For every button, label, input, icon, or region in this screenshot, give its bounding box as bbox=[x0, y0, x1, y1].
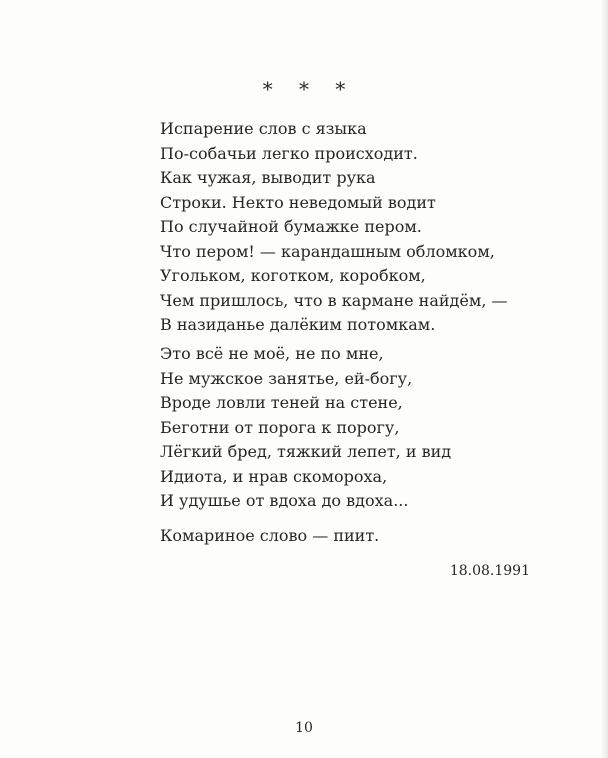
poem-line: Чем пришлось, что в кармане найдём, — bbox=[160, 290, 508, 310]
poem-line: Это всё не моё, не по мне, bbox=[160, 344, 384, 363]
poem-line: Беготни от порога к порогу, bbox=[160, 417, 400, 437]
poem-line: По случайной бумажке пером. bbox=[160, 217, 422, 236]
stanza-2 bbox=[160, 342, 451, 514]
page-number: 10 bbox=[295, 720, 313, 736]
stanza-3 bbox=[160, 524, 379, 549]
page-edge bbox=[602, 0, 608, 758]
poem-line: Не мужское занятье, ей-богу, bbox=[160, 368, 413, 388]
stanza-1 bbox=[160, 117, 507, 338]
poem-line: Строки. Некто неведомый водит bbox=[160, 192, 436, 212]
poem-line: И удушье от вдоха до вдоха... bbox=[160, 491, 409, 510]
poem-line: Вроде ловли теней на стене, bbox=[160, 393, 403, 412]
poem-line: Идиота, и нрав скомороха, bbox=[160, 466, 388, 486]
poem-line: Испарение слов с языка bbox=[160, 119, 367, 138]
poem-line: Как чужая, выводит рука bbox=[160, 168, 376, 187]
poem-line: По-собачьи легко происходит. bbox=[160, 143, 418, 163]
poem-line: Лёгкий бред, тяжкий лепет, и вид bbox=[160, 442, 452, 461]
poem-line: В назиданье далёким потомкам. bbox=[160, 315, 436, 334]
section-ornament: * * * bbox=[262, 77, 356, 101]
poem-line: Угольком, коготком, коробком, bbox=[160, 266, 426, 285]
poem-line: Комариное слово — пиит. bbox=[160, 526, 380, 545]
poem-line: Что пером! — карандашным обломком, bbox=[160, 241, 495, 261]
poem-date: 18.08.1991 bbox=[449, 563, 530, 579]
